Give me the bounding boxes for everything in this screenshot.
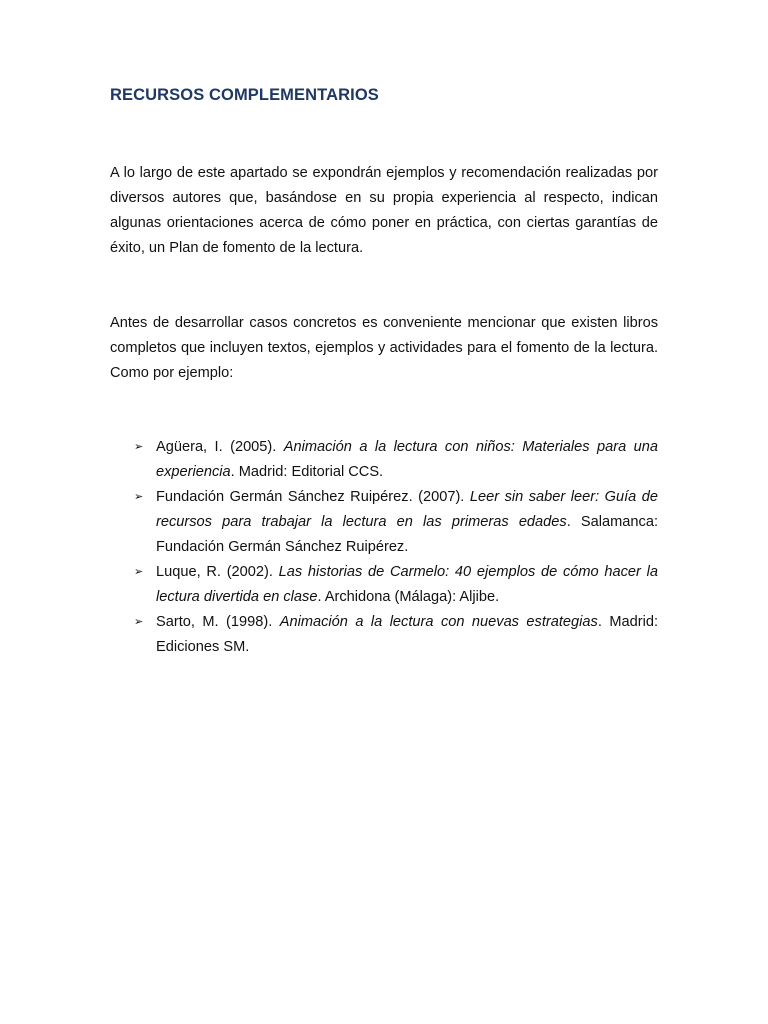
reference-author: Sarto, M. (1998). — [156, 614, 280, 630]
reference-list — [134, 435, 658, 660]
intro-paragraph: A lo largo de este apartado se expondrán ejemplos y recomendación realizadas por diversos autores que, basándose en su propia experiencia al respecto, indican algunas orientaciones acerca de cómo poner en práctica, con ciertas garantías de éxito, un Plan de fomento de la lectura. — [110, 165, 658, 256]
reference-publisher: . Madrid: Editorial CCS. — [230, 464, 384, 480]
reference-title: Animación a la lectura con nuevas estrategias — [279, 614, 598, 630]
reference-publisher: . Madrid: Ediciones SM. — [156, 614, 658, 655]
reference-item — [134, 560, 658, 610]
reference-title: Leer sin saber leer: Guía de recursos para trabajar la lectura en las primeras edades — [156, 489, 658, 530]
reference-item — [134, 435, 658, 485]
reference-author: Luque, R. (2002). — [156, 564, 279, 580]
reference-item — [134, 610, 658, 660]
arrowhead-bullet-icon: ➢ — [134, 441, 144, 453]
reference-author: Fundación Germán Sánchez Ruipérez. (2007). — [156, 489, 470, 505]
books-paragraph: Antes de desarrollar casos concretos es conveniente mencionar que existen libros completos que incluyen textos, ejemplos y actividades para el fomento de la lectura. Como por ejemplo: — [110, 315, 658, 381]
arrowhead-bullet-icon: ➢ — [134, 491, 144, 503]
reference-title: Animación a la lectura con niños: Materiales para una experiencia — [156, 439, 658, 480]
arrowhead-bullet-icon: ➢ — [134, 616, 144, 628]
reference-publisher: . Archidona (Málaga): Aljibe. — [317, 589, 500, 605]
reference-item — [134, 485, 658, 560]
reference-title: Las historias de Carmelo: 40 ejemplos de cómo hacer la lectura divertida en clase — [156, 564, 658, 605]
reference-publisher: . Salamanca: Fundación Germán Sánchez Ruipérez. — [156, 514, 658, 555]
reference-author: Agüera, I. (2005). — [156, 439, 284, 455]
arrowhead-bullet-icon: ➢ — [134, 566, 144, 578]
page-title: RECURSOS COMPLEMENTARIOS — [110, 86, 379, 104]
